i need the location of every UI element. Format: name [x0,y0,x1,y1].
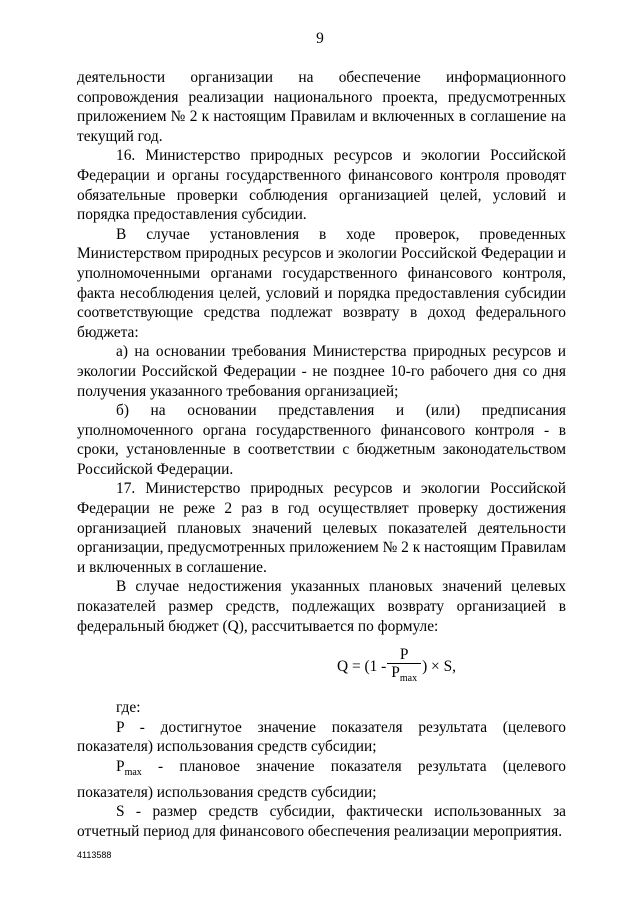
paragraph-16: 16. Министерство природных ресурсов и экологии Российской Федерации и органы государственного финансового контроля проводят обязательные проверки соблюдения организацией целей, условий и порядка предоставления субсидии. [77,147,566,224]
formula [77,636,566,698]
definition-pmax [77,757,566,802]
paragraph: В случае недостижения указанных плановых значений целевых показателей размер средств, подлежащих возврату организацией в федеральный бюджет (Q), рассчитывается по формуле: [77,578,566,635]
pmax-sub: max [124,767,142,779]
paragraph: В случае установления в ходе проверок, проведенных Министерством природных ресурсов и экологии Российской Федерации и уполномоченными органами государственного финансового контроля, факта несоблюдения целей, условий и порядка предоставления субсидии соответствующие средства подлежат возврату в доход федерального бюджета: [77,225,566,341]
definition-s: S - размер средств субсидии, фактически использованных за отчетный период для финансового обеспечения реализации мероприятия. [77,803,566,840]
formula-rhs: ) × S, [422,658,456,676]
pmax-symbol: P [116,758,125,775]
definition-p: P - достигнутое значение показателя результата (целевого показателя) использования средств субсидии; [77,718,566,756]
pmax-text: - плановое значение показателя результата (целевого показателя) использования средств субсидии; [77,758,566,801]
document-id: 4113588 [77,850,112,860]
where-label: где: [116,699,141,717]
formula-denominator [387,663,421,687]
paragraph-17: 17. Министерство природных ресурсов и экологии Российской Федерации не реже 2 раз в год осуществляет проверку достижения организацией плановых значений целевых показателей деятельности организации, предусмотренных приложением № 2 к настоящим Правилам и включенных в соглашение. [77,480,566,576]
formula-denominator-sub: max [399,673,418,685]
formula-numerator: P [399,646,409,664]
formula-fraction [387,647,421,687]
list-item-a: а) на основании требования Министерства природных ресурсов и экологии Российской Федерации - не позднее 10-го рабочего дня со дня получения указанного требования организацией; [77,343,566,400]
formula-denominator-base: P [391,664,400,682]
list-item-b: б) на основании представления и (или) предписания уполномоченного органа государственного финансового контроля - в сроки, установленные в соответствии с бюджетным законодательством Российской Федерации. [77,402,566,478]
document-body [77,68,566,841]
paragraph: деятельности организации на обеспечение информационного сопровождения реализации национального проекта, предусмотренных приложением № 2 к настоящим Правилам и включенных в соглашение на текущий год. [77,69,566,145]
page-number: 9 [316,30,324,47]
formula-lhs: Q = (1 - [337,658,387,676]
